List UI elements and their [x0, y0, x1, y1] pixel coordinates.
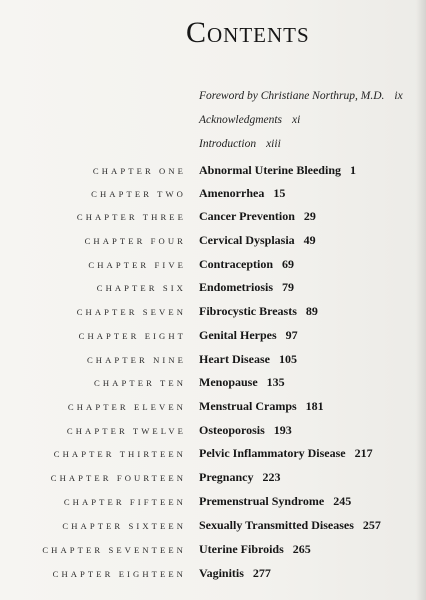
chapter-label: CHAPTER FOUR [84, 236, 186, 246]
chapter-label: CHAPTER SIXTEEN [62, 521, 186, 531]
chapter-title: Endometriosis 79 [199, 280, 295, 294]
chapter-page: 135 [266, 375, 285, 389]
chapter-label: CHAPTER ELEVEN [67, 402, 186, 412]
chapter-label: CHAPTER FOURTEEN [50, 473, 186, 483]
chapter-title: Menstrual Cramps 181 [199, 399, 324, 413]
chapter-title: Pregnancy 223 [199, 470, 281, 484]
chapter-page: 193 [273, 423, 292, 437]
front-matter-foreword [199, 90, 403, 102]
chapter-title: Menopause 135 [199, 375, 285, 389]
toc-entry [0, 423, 426, 441]
chapter-page: 257 [362, 518, 381, 532]
chapter-label: CHAPTER THREE [76, 212, 186, 222]
toc-entry [0, 399, 426, 417]
front-matter-label: Foreword by Christiane Northrup, M.D. [199, 90, 385, 102]
chapter-label: CHAPTER THIRTEEN [53, 449, 186, 459]
chapter-title: Sexually Transmitted Diseases 257 [199, 518, 381, 532]
toc-entry [0, 446, 426, 464]
toc-entry [0, 542, 426, 560]
chapter-title: Genital Herpes 97 [199, 328, 298, 342]
chapter-label: CHAPTER FIFTEEN [63, 497, 186, 507]
chapter-label: CHAPTER ONE [92, 166, 186, 176]
chapter-label: CHAPTER NINE [86, 355, 186, 365]
chapter-page: 181 [305, 399, 324, 413]
toc-entry [0, 470, 426, 488]
chapter-title: Cancer Prevention 29 [199, 209, 316, 223]
chapter-page: 217 [354, 446, 373, 460]
chapter-title: Pelvic Inflammatory Disease 217 [199, 446, 373, 460]
chapter-page: 265 [292, 542, 311, 556]
chapter-title: Abnormal Uterine Bleeding 1 [199, 163, 356, 177]
chapter-page: 89 [305, 304, 318, 318]
toc-entry [0, 186, 426, 204]
chapter-page: 69 [282, 257, 294, 271]
toc-entry [0, 280, 426, 298]
chapter-page: 29 [303, 209, 316, 223]
toc-entry [0, 304, 426, 322]
front-matter-label: Acknowledgments [199, 114, 283, 126]
chapter-title: Contraception 69 [199, 257, 294, 271]
front-matter-acknowledgments [199, 114, 300, 126]
chapter-title: Fibrocystic Breasts 89 [199, 304, 318, 318]
chapter-page: 105 [278, 352, 297, 366]
chapter-title: Amenorrhea 15 [199, 186, 286, 200]
chapter-page: 15 [273, 186, 286, 200]
chapter-page: 245 [333, 494, 352, 508]
chapter-page: 49 [303, 233, 316, 247]
front-matter-introduction [199, 138, 281, 150]
toc-entry [0, 518, 426, 536]
front-matter-page: xi [292, 114, 301, 126]
chapter-page: 223 [262, 470, 281, 484]
toc-entry [0, 233, 426, 251]
chapter-title: Vaginitis 277 [199, 566, 271, 580]
toc-entry [0, 566, 426, 584]
chapter-title: Uterine Fibroids 265 [199, 542, 311, 556]
chapter-label: CHAPTER SIX [96, 283, 186, 293]
front-matter-page: xiii [266, 138, 281, 150]
chapter-label: CHAPTER TWELVE [66, 426, 186, 436]
chapter-title: Heart Disease 105 [199, 352, 297, 366]
chapter-title: Osteoporosis 193 [199, 423, 292, 437]
toc-entry [0, 328, 426, 346]
chapter-label: CHAPTER EIGHTEEN [52, 569, 186, 579]
toc-entry [0, 163, 426, 181]
chapter-title: Cervical Dysplasia 49 [199, 233, 316, 247]
toc-entry [0, 352, 426, 370]
chapter-label: CHAPTER SEVENTEEN [42, 545, 186, 555]
toc-entry [0, 209, 426, 227]
chapter-label: CHAPTER TWO [91, 189, 186, 199]
page-title: Contents [186, 16, 310, 49]
front-matter-page: ix [394, 90, 403, 102]
chapter-label: CHAPTER TEN [94, 378, 186, 388]
chapter-label: CHAPTER EIGHT [78, 331, 186, 341]
chapter-label: CHAPTER SEVEN [76, 307, 186, 317]
chapter-title: Premenstrual Syndrome 245 [199, 494, 352, 508]
front-matter-label: Introduction [199, 138, 257, 150]
chapter-page: 79 [282, 280, 295, 294]
chapter-page: 277 [252, 566, 271, 580]
chapter-page: 1 [350, 163, 356, 177]
toc-entry [0, 494, 426, 512]
toc-entry [0, 257, 426, 275]
chapter-label: CHAPTER FIVE [88, 260, 186, 270]
chapter-page: 97 [285, 328, 298, 342]
toc-entry [0, 375, 426, 393]
